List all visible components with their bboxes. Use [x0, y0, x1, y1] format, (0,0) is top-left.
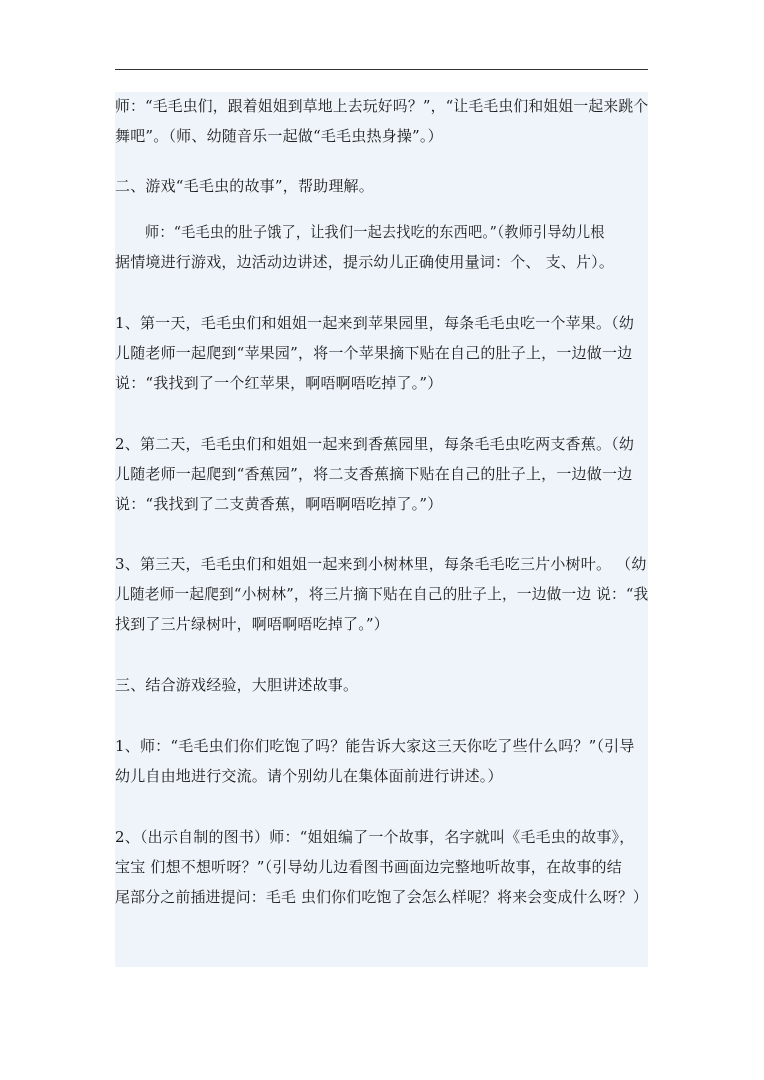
text-line: 说：“我找到了二支黄香蕉，啊唔啊唔吃掉了。”）: [115, 495, 443, 513]
text-line: 儿随老师一起爬到“小树林”，将三片摘下贴在自己的肚子上，一边做一边 说：“我: [115, 585, 649, 603]
text-line: 师：“毛毛虫们，跟着姐姐到草地上去玩好吗？”，“让毛毛虫们和姐姐一起来跳个: [115, 97, 649, 115]
text-line: 1、第一天，毛毛虫们和姐姐一起来到苹果园里，每条毛毛虫吃一个苹果。（幼: [115, 314, 635, 332]
document-body: [115, 92, 648, 967]
text-line: 2、第二天，毛毛虫们和姐姐一起来到香蕉园里，每条毛毛虫吃两支香蕉。（幼: [115, 435, 635, 453]
text-line: 找到了三片绿树叶，啊唔啊唔吃掉了。”）: [115, 615, 389, 633]
section-heading: 二、游戏“毛毛虫的故事”，帮助理解。: [115, 177, 374, 195]
text-line: 幼儿自由地进行交流。请个别幼儿在集体面前进行讲述。）: [115, 767, 503, 785]
text-line: 宝宝 们想不想听呀？”（引导幼儿边看图书画面边完整地听故事，在故事的结: [115, 858, 622, 876]
header-rule: [115, 69, 648, 70]
text-line: 师：“毛毛虫的肚子饿了，让我们一起去找吃的东西吧。”（教师引导幼儿根: [145, 223, 605, 241]
text-line: 舞吧”。（师、幼随音乐一起做“毛毛虫热身操”。）: [115, 127, 443, 145]
text-line: 儿随老师一起爬到“苹果园”，将一个苹果摘下贴在自己的肚子上，一边做一边: [115, 344, 633, 362]
text-line: 据情境进行游戏，边活动边讲述，提示幼儿正确使用量词：个、 支、片）。: [115, 253, 615, 271]
text-line: 儿随老师一起爬到“香蕉园”，将二支香蕉摘下贴在自己的肚子上，一边做一边: [115, 465, 633, 483]
text-line: 3、第三天，毛毛虫们和姐姐一起来到小树林里，每条毛毛吃三片小树叶。 （幼: [115, 555, 647, 573]
section-heading: 三、结合游戏经验，大胆讲述故事。: [115, 676, 359, 694]
text-line: 尾部分之前插进提问：毛毛 虫们你们吃饱了会怎么样呢？将来会变成什么呀？）: [115, 888, 649, 906]
text-line: 说：“我找到了一个红苹果，啊唔啊唔吃掉了。”）: [115, 374, 443, 392]
text-line: 2、（出示自制的图书）师：“姐姐编了一个故事，名字就叫《毛毛虫的故事》，: [115, 828, 635, 846]
text-line: 1、师：“毛毛虫们你们吃饱了吗？能告诉大家这三天你吃了些什么吗？”（引导: [115, 737, 635, 755]
